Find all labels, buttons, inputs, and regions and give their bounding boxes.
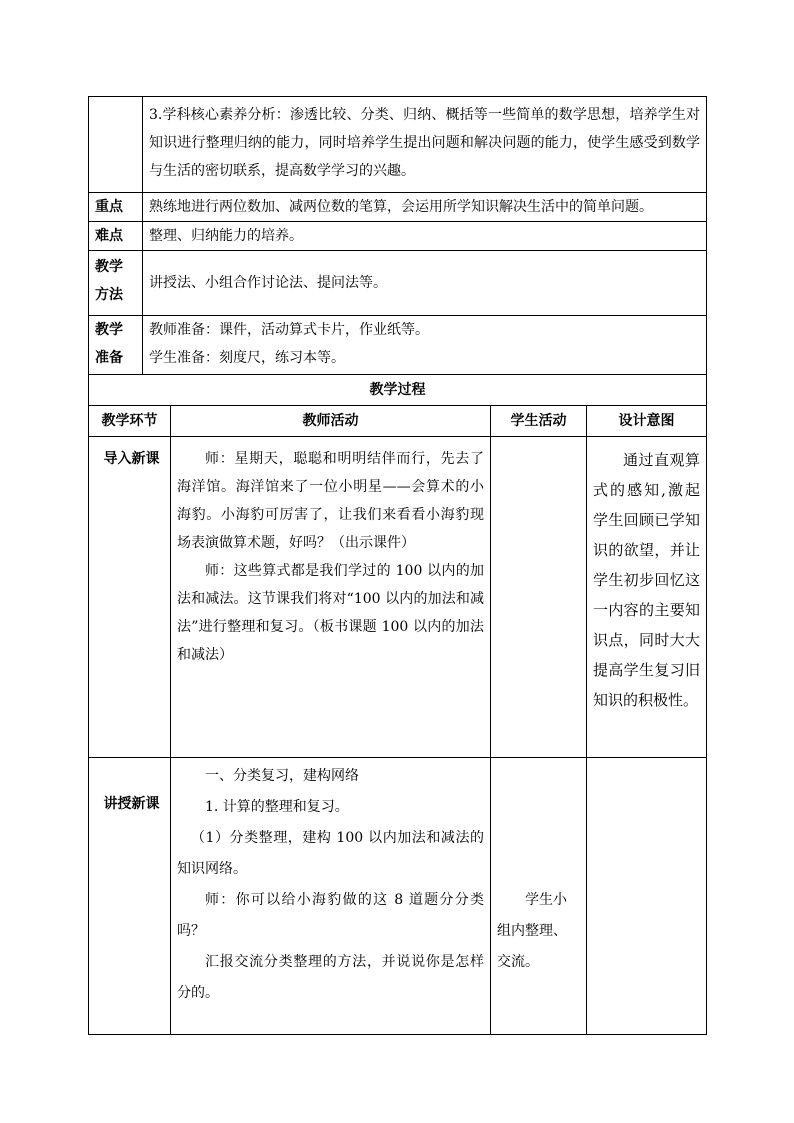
literacy-row xyxy=(89,97,707,193)
lesson-student: 学生小组内整理、交流。 xyxy=(491,758,587,1035)
column-header-row xyxy=(89,406,707,437)
intro-student xyxy=(491,437,587,758)
lesson-plan-page xyxy=(88,96,706,1035)
intro-teacher: 师：星期天，聪聪和明明结伴而行，先去了海洋馆。海洋馆来了一位小明星——会算术的小海豹。小海豹可厉害了，让我们来看看小海豹现场表演做算术题，好吗？（出示课件） 师：这些算式都是我们学过的 100 以内的加法和减法。这节课我们将对“100 以内的加法和减法”进行整理和复习。（板书课题 100 以内的加法和减法） xyxy=(171,437,491,758)
difficulty-text: 整理、归纳能力的培养。 xyxy=(143,222,707,251)
intro-intent: 通过直观算式的感知,激起学生回顾已学知识的欲望，并让学生初步回忆这一内容的主要知识点，同时大大提高学生复习旧知识的积极性。 xyxy=(587,437,707,758)
method-label: 教学 方法 xyxy=(89,251,143,316)
lesson-intent xyxy=(587,758,707,1035)
key-point-label: 重点 xyxy=(89,193,143,222)
prep-row xyxy=(89,316,707,375)
process-title: 教学过程 xyxy=(89,375,707,406)
column-header-teacher: 教师活动 xyxy=(171,406,491,437)
key-point-text: 熟练地进行两位数加、减两位数的笔算，会运用所学知识解决生活中的简单问题。 xyxy=(143,193,707,222)
prep-student: 学生准备：刻度尺，练习本等。 xyxy=(149,350,345,366)
intro-stage: 导入新课 xyxy=(89,437,171,758)
lesson-plan-table xyxy=(88,96,707,1035)
key-point-row xyxy=(89,193,707,222)
prep-text xyxy=(143,316,707,375)
literacy-label-cell xyxy=(89,97,143,193)
literacy-text: 3.学科核心素养分析：渗透比较、分类、归纳、概括等一些简单的数学思想，培养学生对知识进行整理归纳的能力，同时培养学生提出问题和解决问题的能力，使学生感受到数学与生活的密切联系，提高数学学习的兴趣。 xyxy=(143,97,707,193)
difficulty-row xyxy=(89,222,707,251)
intro-row xyxy=(89,437,707,758)
difficulty-label: 难点 xyxy=(89,222,143,251)
lesson-teacher: 一、分类复习，建构网络 1. 计算的整理和复习。 （1）分类整理，建构 100 以内加法和减法的知识网络。 师：你可以给小海豹做的这 8 道题分分类吗？ 汇报交流分类整理的方法，并说说你是怎样分的。 xyxy=(171,758,491,1035)
process-title-row xyxy=(89,375,707,406)
column-header-student: 学生活动 xyxy=(491,406,587,437)
method-text: 讲授法、小组合作讨论法、提问法等。 xyxy=(143,251,707,316)
lesson-stage: 讲授新课 xyxy=(89,758,171,1035)
method-row xyxy=(89,251,707,316)
column-header-intent: 设计意图 xyxy=(587,406,707,437)
prep-label: 教学 准备 xyxy=(89,316,143,375)
prep-teacher: 教师准备：课件，活动算式卡片，作业纸等。 xyxy=(149,322,429,338)
column-header-stage: 教学环节 xyxy=(89,406,171,437)
lesson-row xyxy=(89,758,707,1035)
